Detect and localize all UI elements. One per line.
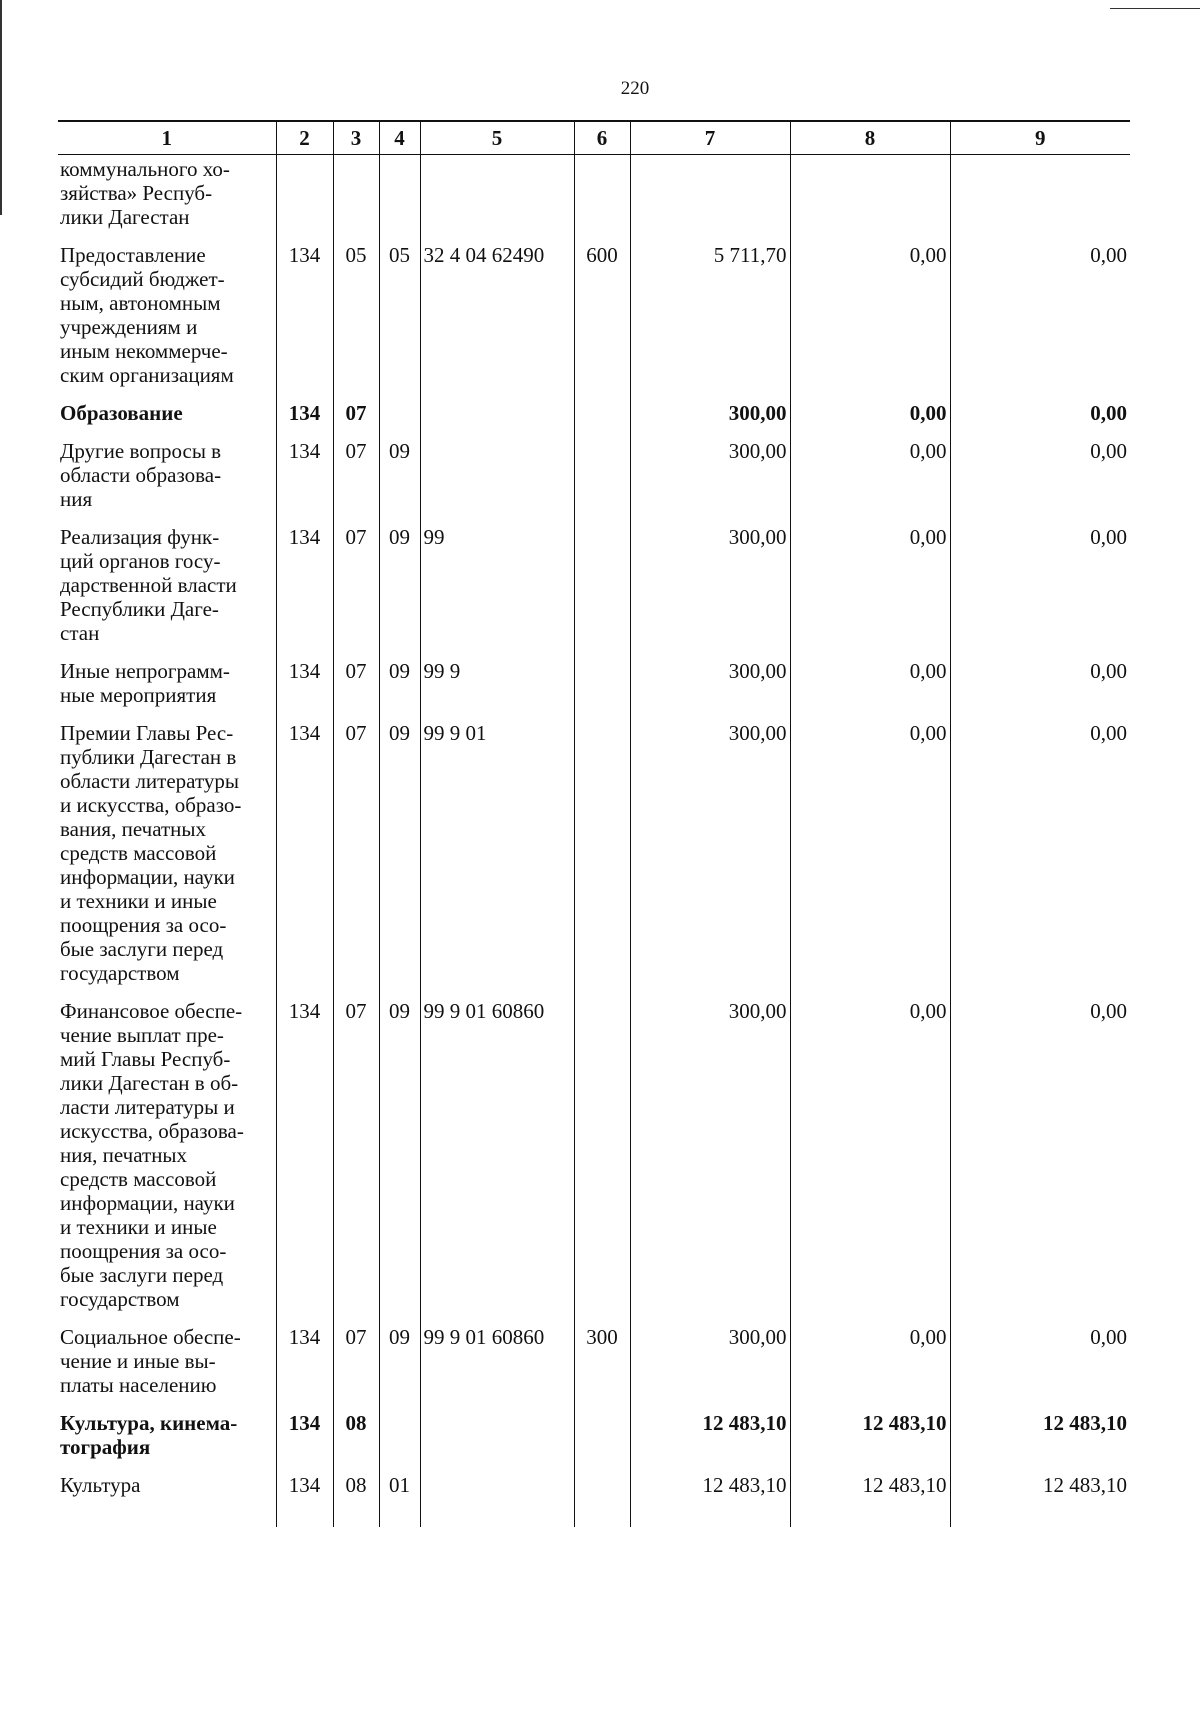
- cell-name: Культура: [60, 1473, 141, 1497]
- cell-code-3: 07: [333, 437, 379, 523]
- cell-amount-9: 0,00: [950, 657, 1130, 719]
- cell-amount-8: 12 483,10: [790, 1409, 950, 1471]
- header-row: [58, 121, 1130, 155]
- cell-code-3: 07: [333, 997, 379, 1323]
- table-row: [58, 997, 1130, 1323]
- cell-amount-7: 300,00: [630, 399, 790, 437]
- table-row: [58, 437, 1130, 523]
- cell-code-3: 08: [333, 1471, 379, 1527]
- table-row: [58, 719, 1130, 997]
- cell-amount-8: [790, 155, 950, 242]
- header-col-3: 3: [333, 121, 379, 155]
- cell-code-3: 07: [333, 719, 379, 997]
- cell-amount-7: 12 483,10: [630, 1409, 790, 1471]
- budget-table: [58, 120, 1130, 1527]
- cell-amount-8: 0,00: [790, 241, 950, 399]
- cell-amount-7: 300,00: [630, 657, 790, 719]
- page-number: 220: [620, 78, 650, 99]
- cell-code-4: 09: [379, 719, 420, 997]
- cell-amount-9: 0,00: [950, 399, 1130, 437]
- table-row: [58, 399, 1130, 437]
- header-col-7: 7: [630, 121, 790, 155]
- cell-amount-9: 0,00: [950, 1323, 1130, 1409]
- cell-code-4: 09: [379, 437, 420, 523]
- cell-code-2: 134: [276, 523, 333, 657]
- cell-code-6: [574, 657, 630, 719]
- cell-amount-9: 12 483,10: [950, 1471, 1130, 1527]
- cell-amount-8: 0,00: [790, 997, 950, 1323]
- cell-amount-8: 0,00: [790, 437, 950, 523]
- table-row: [58, 657, 1130, 719]
- cell-code-2: 134: [276, 719, 333, 997]
- cell-name: Культура, кинема- тография: [60, 1411, 238, 1459]
- cell-amount-9: 0,00: [950, 523, 1130, 657]
- cell-amount-9: 0,00: [950, 241, 1130, 399]
- table-row: [58, 1471, 1130, 1527]
- cell-code-4: [379, 155, 420, 242]
- cell-amount-8: 0,00: [790, 1323, 950, 1409]
- table-row: [58, 241, 1130, 399]
- cell-code-3: [333, 155, 379, 242]
- header-col-8: 8: [790, 121, 950, 155]
- cell-code-4: 09: [379, 523, 420, 657]
- header-col-6: 6: [574, 121, 630, 155]
- cell-code-5: [420, 155, 574, 242]
- cell-name: Другие вопросы в области образова- ния: [60, 439, 222, 511]
- cell-code-5: [420, 399, 574, 437]
- cell-code-6: 600: [574, 241, 630, 399]
- cell-amount-7: 300,00: [630, 437, 790, 523]
- cell-code-5: [420, 1471, 574, 1527]
- cell-code-3: 08: [333, 1409, 379, 1471]
- cell-name: Премии Главы Рес- публики Дагестан в области литературы и искусства, образо- вания, печатных средств массовой информации, науки и техники и иные поощрения за осо- бые заслуги перед государством: [60, 721, 242, 985]
- cell-amount-9: 0,00: [950, 719, 1130, 997]
- cell-amount-7: 300,00: [630, 997, 790, 1323]
- cell-amount-9: 0,00: [950, 997, 1130, 1323]
- header-col-4: 4: [379, 121, 420, 155]
- cell-code-5: 99 9: [420, 657, 574, 719]
- cell-amount-7: 5 711,70: [630, 241, 790, 399]
- cell-code-5: 99 9 01 60860: [420, 997, 574, 1323]
- table-row: [58, 1409, 1130, 1471]
- cell-code-3: 07: [333, 523, 379, 657]
- header-col-2: 2: [276, 121, 333, 155]
- cell-name: Социальное обеспе- чение и иные вы- платы населению: [60, 1325, 241, 1397]
- cell-code-2: 134: [276, 1323, 333, 1409]
- cell-code-2: 134: [276, 437, 333, 523]
- cell-name: Предоставление субсидий бюджет- ным, автономным учреждениям и иным некоммерче- ским организациям: [60, 243, 234, 387]
- cell-amount-8: 0,00: [790, 657, 950, 719]
- cell-name: Образование: [60, 401, 183, 425]
- cell-name: Реализация функ- ций органов госу- дарственной власти Республики Даге- стан: [60, 525, 237, 645]
- cell-code-3: 07: [333, 1323, 379, 1409]
- cell-code-4: 09: [379, 997, 420, 1323]
- cell-code-2: 134: [276, 241, 333, 399]
- cell-code-5: [420, 1409, 574, 1471]
- cell-name: коммунального хо- зяйства» Респуб- лики Дагестан: [60, 157, 230, 229]
- header-col-9: 9: [950, 121, 1130, 155]
- cell-code-4: 09: [379, 1323, 420, 1409]
- cell-amount-7: [630, 155, 790, 242]
- cell-code-6: [574, 155, 630, 242]
- cell-code-4: [379, 399, 420, 437]
- cell-code-2: 134: [276, 1471, 333, 1527]
- cell-amount-8: 12 483,10: [790, 1471, 950, 1527]
- cell-code-6: [574, 437, 630, 523]
- cell-code-6: [574, 997, 630, 1323]
- cell-amount-7: 12 483,10: [630, 1471, 790, 1527]
- header-col-5: 5: [420, 121, 574, 155]
- cell-code-3: 07: [333, 399, 379, 437]
- cell-code-6: [574, 1409, 630, 1471]
- cell-code-5: 99: [420, 523, 574, 657]
- cell-code-2: 134: [276, 1409, 333, 1471]
- cell-code-4: [379, 1409, 420, 1471]
- cell-code-2: 134: [276, 657, 333, 719]
- header-col-1: 1: [58, 121, 276, 155]
- cell-amount-9: 12 483,10: [950, 1409, 1130, 1471]
- cell-amount-9: 0,00: [950, 437, 1130, 523]
- table-row: [58, 1323, 1130, 1409]
- cell-code-5: 32 4 04 62490: [420, 241, 574, 399]
- cell-code-4: 09: [379, 657, 420, 719]
- cell-code-6: [574, 523, 630, 657]
- cell-code-6: [574, 1471, 630, 1527]
- cell-code-4: 05: [379, 241, 420, 399]
- cell-amount-9: [950, 155, 1130, 242]
- cell-amount-8: 0,00: [790, 399, 950, 437]
- cell-amount-7: 300,00: [630, 1323, 790, 1409]
- cell-code-2: 134: [276, 997, 333, 1323]
- cell-amount-7: 300,00: [630, 719, 790, 997]
- cell-name: Иные непрограмм- ные мероприятия: [60, 659, 230, 707]
- cell-code-5: [420, 437, 574, 523]
- cell-code-6: [574, 399, 630, 437]
- cell-code-2: 134: [276, 399, 333, 437]
- scan-top-right-edge: [1110, 8, 1200, 9]
- cell-amount-7: 300,00: [630, 523, 790, 657]
- cell-code-3: 07: [333, 657, 379, 719]
- cell-code-5: 99 9 01: [420, 719, 574, 997]
- cell-amount-8: 0,00: [790, 719, 950, 997]
- cell-name: Финансовое обеспе- чение выплат пре- мий Главы Респуб- лики Дагестан в об- ласти литературы и искусства, образова- ния, печатных средств массовой информации, науки и техники и иные поощрения за осо- бые заслуги перед государством: [60, 999, 244, 1311]
- cell-code-2: [276, 155, 333, 242]
- cell-code-6: [574, 719, 630, 997]
- scan-left-edge: [0, 0, 2, 215]
- table-row: [58, 155, 1130, 242]
- cell-code-6: 300: [574, 1323, 630, 1409]
- table-row: [58, 523, 1130, 657]
- cell-code-3: 05: [333, 241, 379, 399]
- cell-code-5: 99 9 01 60860: [420, 1323, 574, 1409]
- cell-amount-8: 0,00: [790, 523, 950, 657]
- cell-code-4: 01: [379, 1471, 420, 1527]
